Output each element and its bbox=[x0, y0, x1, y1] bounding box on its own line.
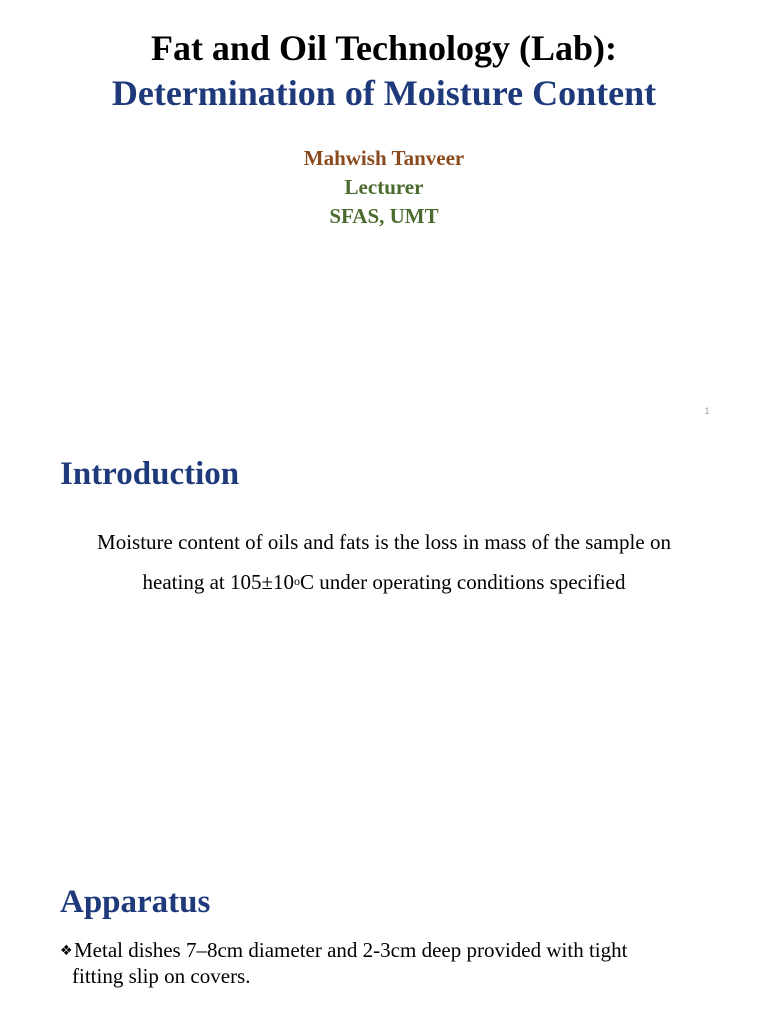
content-slide bbox=[0, 430, 768, 1024]
apparatus-item-line1: Metal dishes 7–8cm diameter and 2-3cm deep provided with tight bbox=[74, 938, 628, 962]
author-affiliation: SFAS, UMT bbox=[329, 204, 439, 228]
introduction-heading: Introduction bbox=[60, 456, 240, 492]
diamond-bullet-icon: ❖ bbox=[60, 943, 73, 959]
apparatus-heading: Apparatus bbox=[60, 884, 211, 920]
list-item bbox=[60, 938, 710, 989]
degree-symbol: o bbox=[294, 574, 301, 588]
apparatus-list bbox=[60, 938, 710, 989]
author-role: Lecturer bbox=[344, 175, 424, 199]
title-slide bbox=[0, 0, 768, 430]
slide-title-line2: Determination of Moisture Content bbox=[111, 73, 657, 113]
apparatus-item-line2: fitting slip on covers. bbox=[72, 964, 251, 988]
introduction-text bbox=[64, 522, 704, 602]
slide-title-line1: Fat and Oil Technology (Lab): bbox=[150, 28, 618, 68]
page-number: 1 bbox=[704, 406, 710, 416]
author-name: Mahwish Tanveer bbox=[303, 146, 465, 170]
intro-text-part1: Moisture content of oils and fats is the loss in mass of the sample on heating at 105±10 bbox=[97, 530, 671, 594]
intro-text-part2: C under operating conditions specified bbox=[300, 570, 626, 594]
